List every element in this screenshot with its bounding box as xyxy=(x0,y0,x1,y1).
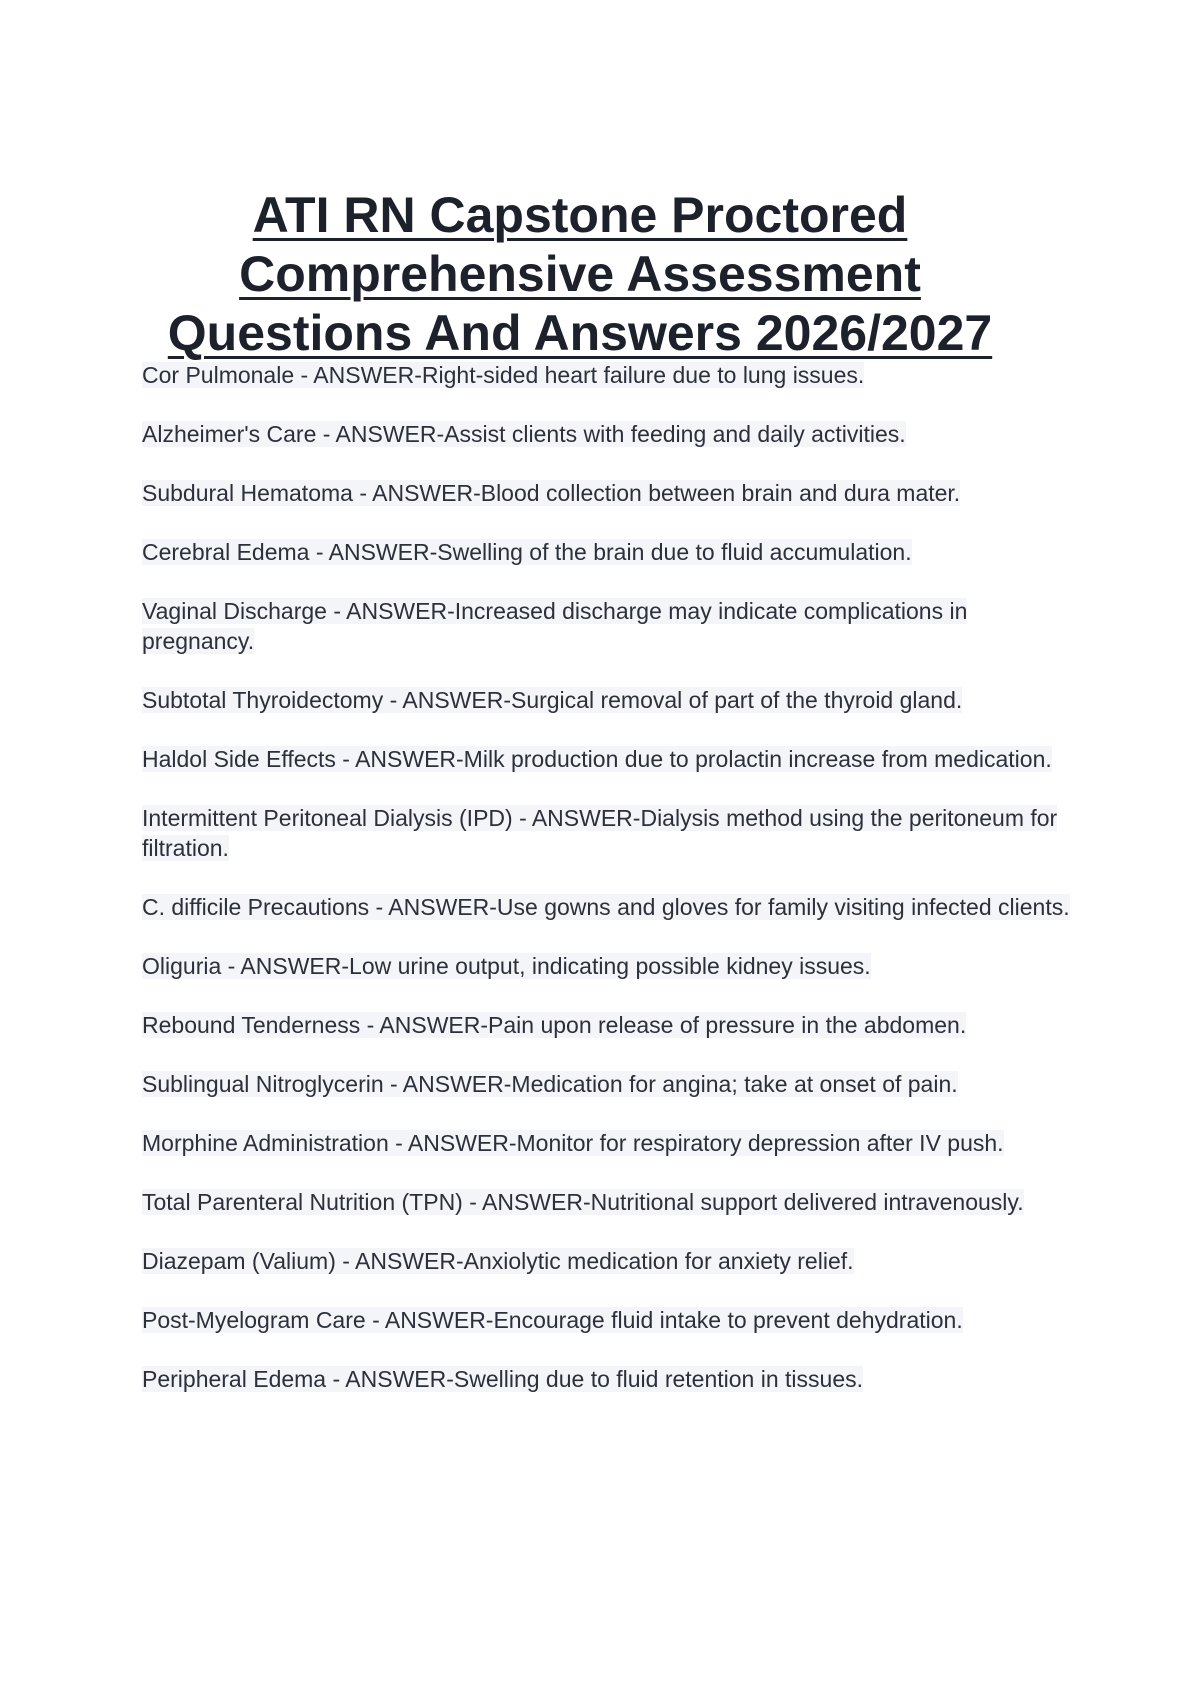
qa-item xyxy=(142,419,1072,449)
qa-item xyxy=(142,685,1072,715)
qa-text: Post-Myelogram Care - ANSWER-Encourage fluid intake to prevent dehydration. xyxy=(142,1307,963,1333)
qa-text: Total Parenteral Nutrition (TPN) - ANSWER-Nutritional support delivered intravenously. xyxy=(142,1189,1024,1215)
qa-item xyxy=(142,803,1072,863)
qa-text: Sublingual Nitroglycerin - ANSWER-Medication for angina; take at onset of pain. xyxy=(142,1071,958,1097)
qa-text: Cerebral Edema - ANSWER-Swelling of the brain due to fluid accumulation. xyxy=(142,539,912,565)
qa-text: Subdural Hematoma - ANSWER-Blood collection between brain and dura mater. xyxy=(142,480,961,506)
title-line-3: Questions And Answers 2026/2027 xyxy=(167,304,993,361)
qa-item xyxy=(142,537,1072,567)
qa-item xyxy=(142,951,1072,981)
qa-item xyxy=(142,1010,1072,1040)
qa-item xyxy=(142,1187,1072,1217)
qa-item xyxy=(142,1364,1072,1394)
page-title xyxy=(0,186,1160,363)
qa-text: Alzheimer's Care - ANSWER-Assist clients with feeding and daily activities. xyxy=(142,421,906,447)
qa-text: Subtotal Thyroidectomy - ANSWER-Surgical removal of part of the thyroid gland. xyxy=(142,687,963,713)
qa-item xyxy=(142,596,1072,656)
qa-text: Diazepam (Valium) - ANSWER-Anxiolytic medication for anxiety relief. xyxy=(142,1248,854,1274)
qa-text: Haldol Side Effects - ANSWER-Milk production due to prolactin increase from medication. xyxy=(142,746,1052,772)
title-line-1: ATI RN Capstone Proctored xyxy=(252,186,908,243)
qa-item xyxy=(142,478,1072,508)
qa-item xyxy=(142,1246,1072,1276)
qa-text: Morphine Administration - ANSWER-Monitor for respiratory depression after IV push. xyxy=(142,1130,1004,1156)
qa-item xyxy=(142,1305,1072,1335)
qa-text: Rebound Tenderness - ANSWER-Pain upon release of pressure in the abdomen. xyxy=(142,1012,967,1038)
qa-list xyxy=(142,360,1072,1423)
qa-text: Cor Pulmonale - ANSWER-Right-sided heart failure due to lung issues. xyxy=(142,362,865,388)
qa-item xyxy=(142,360,1072,390)
qa-text: C. difficile Precautions - ANSWER-Use gowns and gloves for family visiting infected clients. xyxy=(142,894,1070,920)
title-line-2: Comprehensive Assessment xyxy=(239,245,921,302)
qa-item xyxy=(142,1128,1072,1158)
qa-text: Oliguria - ANSWER-Low urine output, indicating possible kidney issues. xyxy=(142,953,871,979)
qa-item xyxy=(142,892,1072,922)
qa-item xyxy=(142,744,1072,774)
qa-text: Peripheral Edema - ANSWER-Swelling due to fluid retention in tissues. xyxy=(142,1366,864,1392)
qa-item xyxy=(142,1069,1072,1099)
qa-text: Vaginal Discharge - ANSWER-Increased discharge may indicate complications in pregnancy. xyxy=(142,598,968,654)
qa-text: Intermittent Peritoneal Dialysis (IPD) - ANSWER-Dialysis method using the peritoneum for filtration. xyxy=(142,805,1058,861)
